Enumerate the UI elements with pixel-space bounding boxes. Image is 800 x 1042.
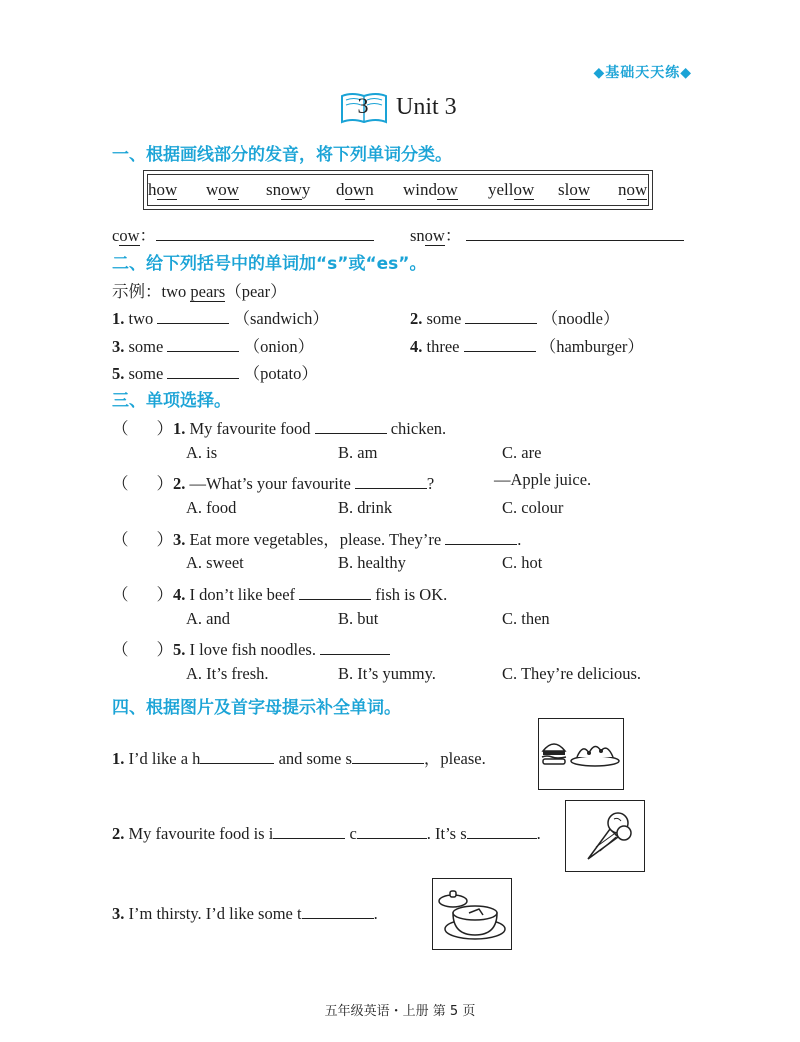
s2-item-5: 5. some （potato） [112, 364, 318, 383]
s2-item-1-blank[interactable] [157, 309, 229, 324]
hamburger-salad-image [539, 719, 623, 789]
section-3-heading: 三、单项选择。 [112, 391, 231, 411]
s2-item-2: 2. some （noodle） [410, 309, 620, 328]
mc-3-blank[interactable] [445, 530, 517, 545]
fill-question-2: 2. My favourite food is i c . It’s s . [112, 824, 541, 843]
fill-3-blank-t[interactable] [302, 904, 374, 919]
word-down: down [336, 180, 374, 199]
mc-1-blank[interactable] [315, 419, 387, 434]
word-snowy: snowy [266, 180, 311, 199]
mc-1-option-a[interactable]: A. is [186, 443, 218, 462]
mc-question-4: （ ）4. I don’t like beef fish is OK. [112, 585, 448, 604]
mc-5-option-c[interactable]: C. They’re delicious. [502, 664, 641, 683]
mc-1-option-c[interactable]: C. are [502, 443, 542, 462]
mc-3-option-c[interactable]: C. hot [502, 553, 543, 572]
unit-title: Unit 3 [396, 94, 457, 120]
s2-item-3-blank[interactable] [167, 337, 239, 352]
hamburger-salad-picture [538, 718, 624, 790]
word-slow: slow [558, 180, 591, 199]
mc-5-option-a[interactable]: A. It’s fresh. [186, 664, 269, 683]
fill-2-blank-s[interactable] [467, 824, 537, 839]
mc-3-option-a[interactable]: A. sweet [186, 553, 244, 572]
fill-2-blank-i[interactable] [273, 824, 345, 839]
fill-question-1: 1. I’d like a h and some s ，please. [112, 749, 486, 768]
section-2-heading: 二、给下列括号中的单词加“s”或“es”。 [112, 254, 427, 274]
mc-question-1: （ ）1. My favourite food chicken. [112, 419, 447, 438]
mc-4-option-c[interactable]: C. then [502, 609, 550, 628]
word-window: window [403, 180, 458, 199]
word-now: now [618, 180, 648, 199]
mc-question-3: （ ）3. Eat more vegetables，please. They’re . [112, 530, 522, 549]
word-how: how [148, 180, 178, 199]
brand-label: ◆基础天天练◆ [593, 65, 692, 81]
mc-5-blank[interactable] [320, 640, 390, 655]
mc-2-blank[interactable] [355, 474, 427, 489]
mc-4-option-b[interactable]: B. but [338, 609, 379, 628]
category-snow-answer-line[interactable] [466, 239, 684, 241]
mc-question-2: （ ）2. —What’s your favourite ? [112, 474, 435, 493]
mc-2-option-a[interactable]: A. food [186, 498, 237, 517]
category-snow-label: snow： [410, 226, 462, 245]
s2-item-1: 1. two （sandwich） [112, 309, 329, 328]
word-yellow: yellow [488, 180, 535, 199]
example-line: 示例：two pears（pear） [112, 282, 287, 301]
s2-item-4: 4. three （hamburger） [410, 337, 644, 356]
mc-2-option-b[interactable]: B. drink [338, 498, 393, 517]
word-wow: wow [206, 180, 240, 199]
mc-5-option-b[interactable]: B. It’s yummy. [338, 664, 436, 683]
fill-2-blank-c[interactable] [357, 824, 427, 839]
fill-question-3: 3. I’m thirsty. I’d like some t . [112, 904, 378, 923]
unit-number: 3 [357, 93, 369, 118]
mc-4-blank[interactable] [299, 585, 371, 600]
fill-1-blank-s[interactable] [352, 749, 424, 764]
word-box [143, 170, 653, 210]
section-1-heading: 一、根据画线部分的发音，将下列单词分类。 [112, 145, 452, 165]
mc-2-reply: —Apple juice. [494, 470, 592, 489]
s2-item-4-blank[interactable] [464, 337, 536, 352]
fill-1-blank-h[interactable] [200, 749, 274, 764]
s2-item-3: 3. some （onion） [112, 337, 315, 356]
teacup-image [433, 879, 511, 949]
category-cow-label: cow： [112, 226, 156, 245]
page-footer: 五年级英语・上册 第 5 页 [324, 1004, 476, 1019]
ice-cream-image [566, 801, 644, 871]
mc-2-option-c[interactable]: C. colour [502, 498, 564, 517]
mc-question-5: （ ）5. I love fish noodles. [112, 636, 390, 660]
section-4-heading: 四、根据图片及首字母提示补全单词。 [112, 698, 401, 718]
teacup-picture [432, 878, 512, 950]
category-cow-answer-line[interactable] [156, 239, 374, 241]
mc-1-option-b[interactable]: B. am [338, 443, 378, 462]
mc-3-option-b[interactable]: B. healthy [338, 553, 406, 572]
mc-4-option-a[interactable]: A. and [186, 609, 230, 628]
ice-cream-picture [565, 800, 645, 872]
s2-item-5-blank[interactable] [167, 364, 239, 379]
s2-item-2-blank[interactable] [465, 309, 537, 324]
